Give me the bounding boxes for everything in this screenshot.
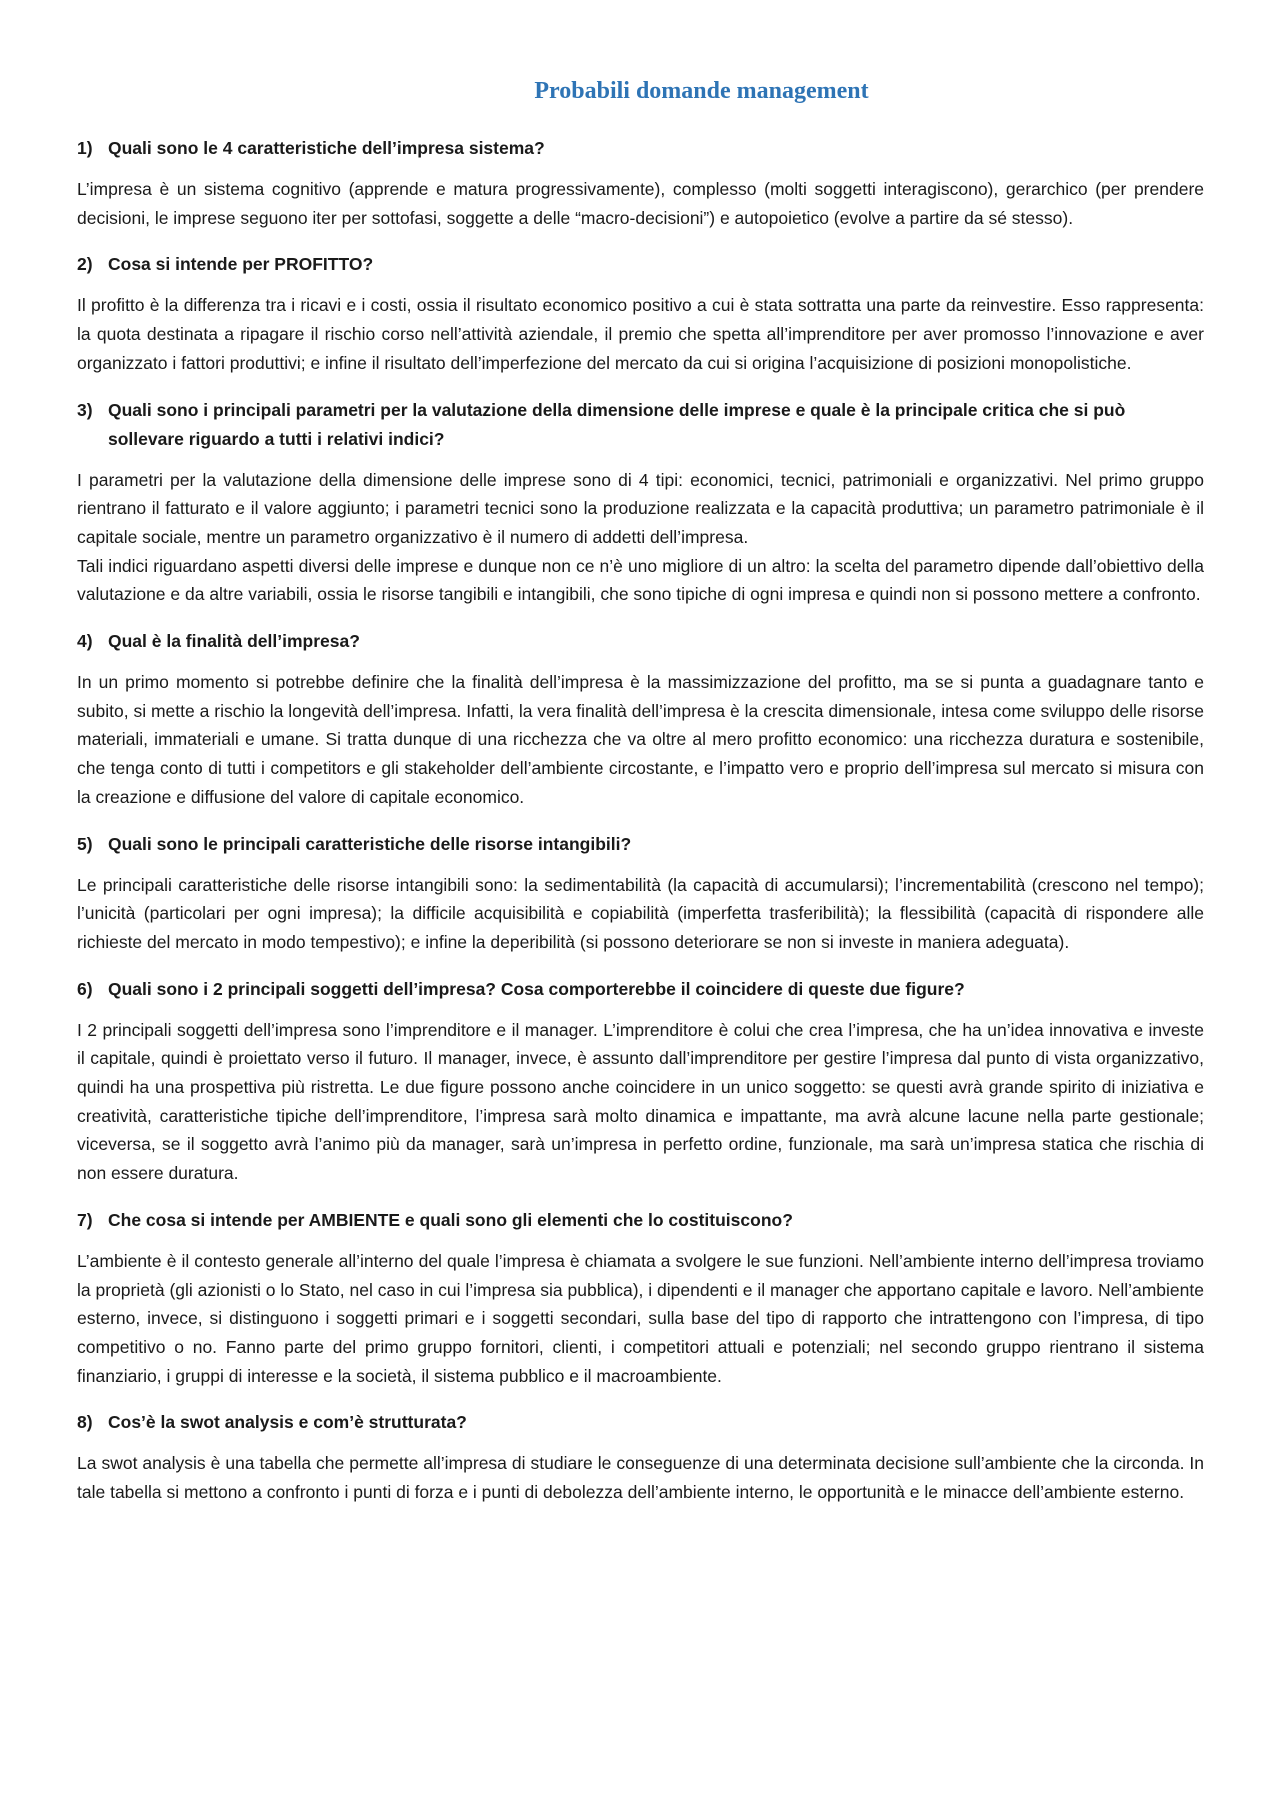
- question-block-8: [77, 1408, 1204, 1506]
- question-heading: [77, 627, 1204, 656]
- question-text: Quali sono i 2 principali soggetti dell’impresa? Cosa comporterebbe il coincidere di queste due figure?: [108, 978, 965, 999]
- question-block-4: [77, 627, 1204, 812]
- question-number: 6): [77, 978, 93, 999]
- question-number: 8): [77, 1412, 93, 1433]
- question-text: Cos’è la swot analysis e com’è strutturata?: [108, 1412, 467, 1433]
- question-heading: [77, 830, 1204, 859]
- question-heading: [77, 396, 1204, 454]
- question-block-6: [77, 975, 1204, 1188]
- question-number: 3): [77, 399, 93, 420]
- answer-paragraph: In un primo momento si potrebbe definire che la finalità dell’impresa è la massimizzazione del profitto, ma se si punta a guadagnare tanto e subito, si mette a rischio la longevità dell’impresa. Infatti, la vera finalità dell’impresa è la crescita dimensionale, intesa come sviluppo delle risorse materiali, immateriali e umane. Si tratta dunque di una ricchezza che va oltre al mero profitto economico: una ricchezza duratura e sostenibile, che tenga conto di tutti i competitors e gli stakeholder dell’ambiente circostante, e l’impatto vero e proprio dell’impresa sul mercato si misura con la creazione e diffusione del valore di capitale economico.: [77, 672, 1204, 807]
- question-text: Quali sono le 4 caratteristiche dell’impresa sistema?: [108, 138, 545, 158]
- page-title: Probabili domande management: [534, 78, 869, 104]
- answer-paragraph: I 2 principali soggetti dell’impresa sono l’imprenditore e il manager. L’imprenditore è colui che crea l’impresa, che ha un’idea innovativa e investe il capitale, quindi è proiettato verso il futuro. Il manager, invece, è assunto dall’imprenditore per gestire l’impresa dal punto di vista organizzativo, quindi ha una prospettiva più ristretta. Le due figure possono anche coincidere in un unico soggetto: se questi avrà grande spirito di iniziativa e creatività, caratteristiche tipiche dell’imprenditore, l’impresa sarà molto dinamica e impattante, ma avrà alcune lacune nella parte gestionale; viceversa, se il soggetto avrà l’animo più da manager, sarà un’impresa in perfetto ordine, funzionale, ma sarà un’impresa statica che rischia di non essere duratura.: [77, 1019, 1204, 1184]
- question-text: Quali sono le principali caratteristiche delle risorse intangibili?: [108, 833, 632, 854]
- answer-paragraph: La swot analysis è una tabella che permette all’impresa di studiare le conseguenze di una determinata decisione sull’ambiente che la circonda. In tale tabella si mettono a confronto i punti di forza e i punti di debolezza dell’ambiente interno, le opportunità e le minacce dell’ambiente esterno.: [77, 1453, 1204, 1503]
- question-text: Quali sono i principali parametri per la valutazione della dimensione delle imprese e quale è la principale critica che si può sollevare riguardo a tutti i relativi indici?: [108, 399, 1126, 449]
- question-block-2: [77, 250, 1204, 377]
- question-number: 4): [77, 631, 93, 652]
- question-block-7: [77, 1206, 1204, 1391]
- answer-paragraph: L’ambiente è il contesto generale all’interno del quale l’impresa è chiamata a svolgere le sue funzioni. Nell’ambiente interno dell’impresa troviamo la proprietà (gli azionisti o lo Stato, nel caso in cui l’impresa sia pubblica), i dipendenti e il manager che apportano capitale e lavoro. Nell’ambiente esterno, invece, si distinguono i soggetti primari e i soggetti secondari, sulla base del tipo di rapporto che intrattengono con l’impresa, di tipo competitivo o no. Fanno parte del primo gruppo fornitori, clienti, i competitori attuali e potenziali; nel secondo gruppo rientrano il sistema finanziario, i gruppi di interesse e la società, il sistema pubblico e il macroambiente.: [77, 1250, 1204, 1386]
- answer-paragraph: Il profitto è la differenza tra i ricavi e i costi, ossia il risultato economico positivo a cui è stata sottratta una parte da reinvestire. Esso rappresenta: la quota destinata a ripagare il rischio corso nell’attività aziendale, il premio che spetta all’imprenditore per aver promosso l’innovazione e aver organizzato i fattori produttivi; e infine il risultato dell’imperfezione del mercato da cui si origina l’acquisizione di posizioni monopolistiche.: [77, 295, 1204, 373]
- question-block-1: [77, 134, 1204, 232]
- question-number: 2): [77, 254, 93, 275]
- question-number: 7): [77, 1209, 93, 1230]
- question-heading: [77, 134, 1204, 163]
- answer-paragraph: I parametri per la valutazione della dimensione delle imprese sono di 4 tipi: economici, tecnici, patrimoniali e organizzativi. Nel primo gruppo rientrano il fatturato e il valore aggiunto; i parametri tecnici sono la produzione realizzata e la capacità produttiva; un parametro patrimoniale è il capitale sociale, mentre un parametro organizzativo è il numero di addetti dell’impresa.: [77, 469, 1204, 547]
- question-text: Qual è la finalità dell’impresa?: [108, 631, 360, 652]
- question-text: Cosa si intende per PROFITTO?: [108, 254, 374, 275]
- question-text: Che cosa si intende per AMBIENTE e quali sono gli elementi che lo costituiscono?: [108, 1209, 793, 1230]
- question-heading: [77, 1206, 1204, 1235]
- question-block-3: [77, 396, 1204, 610]
- answer-paragraph: L’impresa è un sistema cognitivo (apprende e matura progressivamente), complesso (molti soggetti interagiscono), gerarchico (per prendere decisioni, le imprese seguono iter per sottofasi, soggette a delle “macro-decisioni”) e autopoietico (evolve a partire da sé stesso).: [77, 179, 1204, 228]
- answer-paragraph: Tali indici riguardano aspetti diversi delle imprese e dunque non ce n’è uno migliore di un altro: la scelta del parametro dipende dall’obiettivo della valutazione e da altre variabili, ossia le risorse tangibili e intangibili, che sono tipiche di ogni impresa e quindi non si possono mettere a confronto.: [77, 555, 1204, 605]
- answer-paragraph: Le principali caratteristiche delle risorse intangibili sono: la sedimentabilità (la capacità di accumularsi); l’incrementabilità (crescono nel tempo); l’unicità (particolari per ogni impresa); la difficile acquisibilità e copiabilità (imperfetta trasferibilità); la flessibilità (capacità di rispondere alle richieste del mercato in modo tempestivo); e infine la deperibilità (si possono deteriorare se non si investe in maniera adeguata).: [77, 874, 1204, 952]
- question-heading: [77, 975, 1204, 1004]
- question-number: 5): [77, 833, 93, 854]
- question-heading: [77, 250, 1204, 279]
- question-number: 1): [77, 138, 93, 158]
- question-heading: [77, 1408, 1204, 1437]
- question-block-5: [77, 830, 1204, 957]
